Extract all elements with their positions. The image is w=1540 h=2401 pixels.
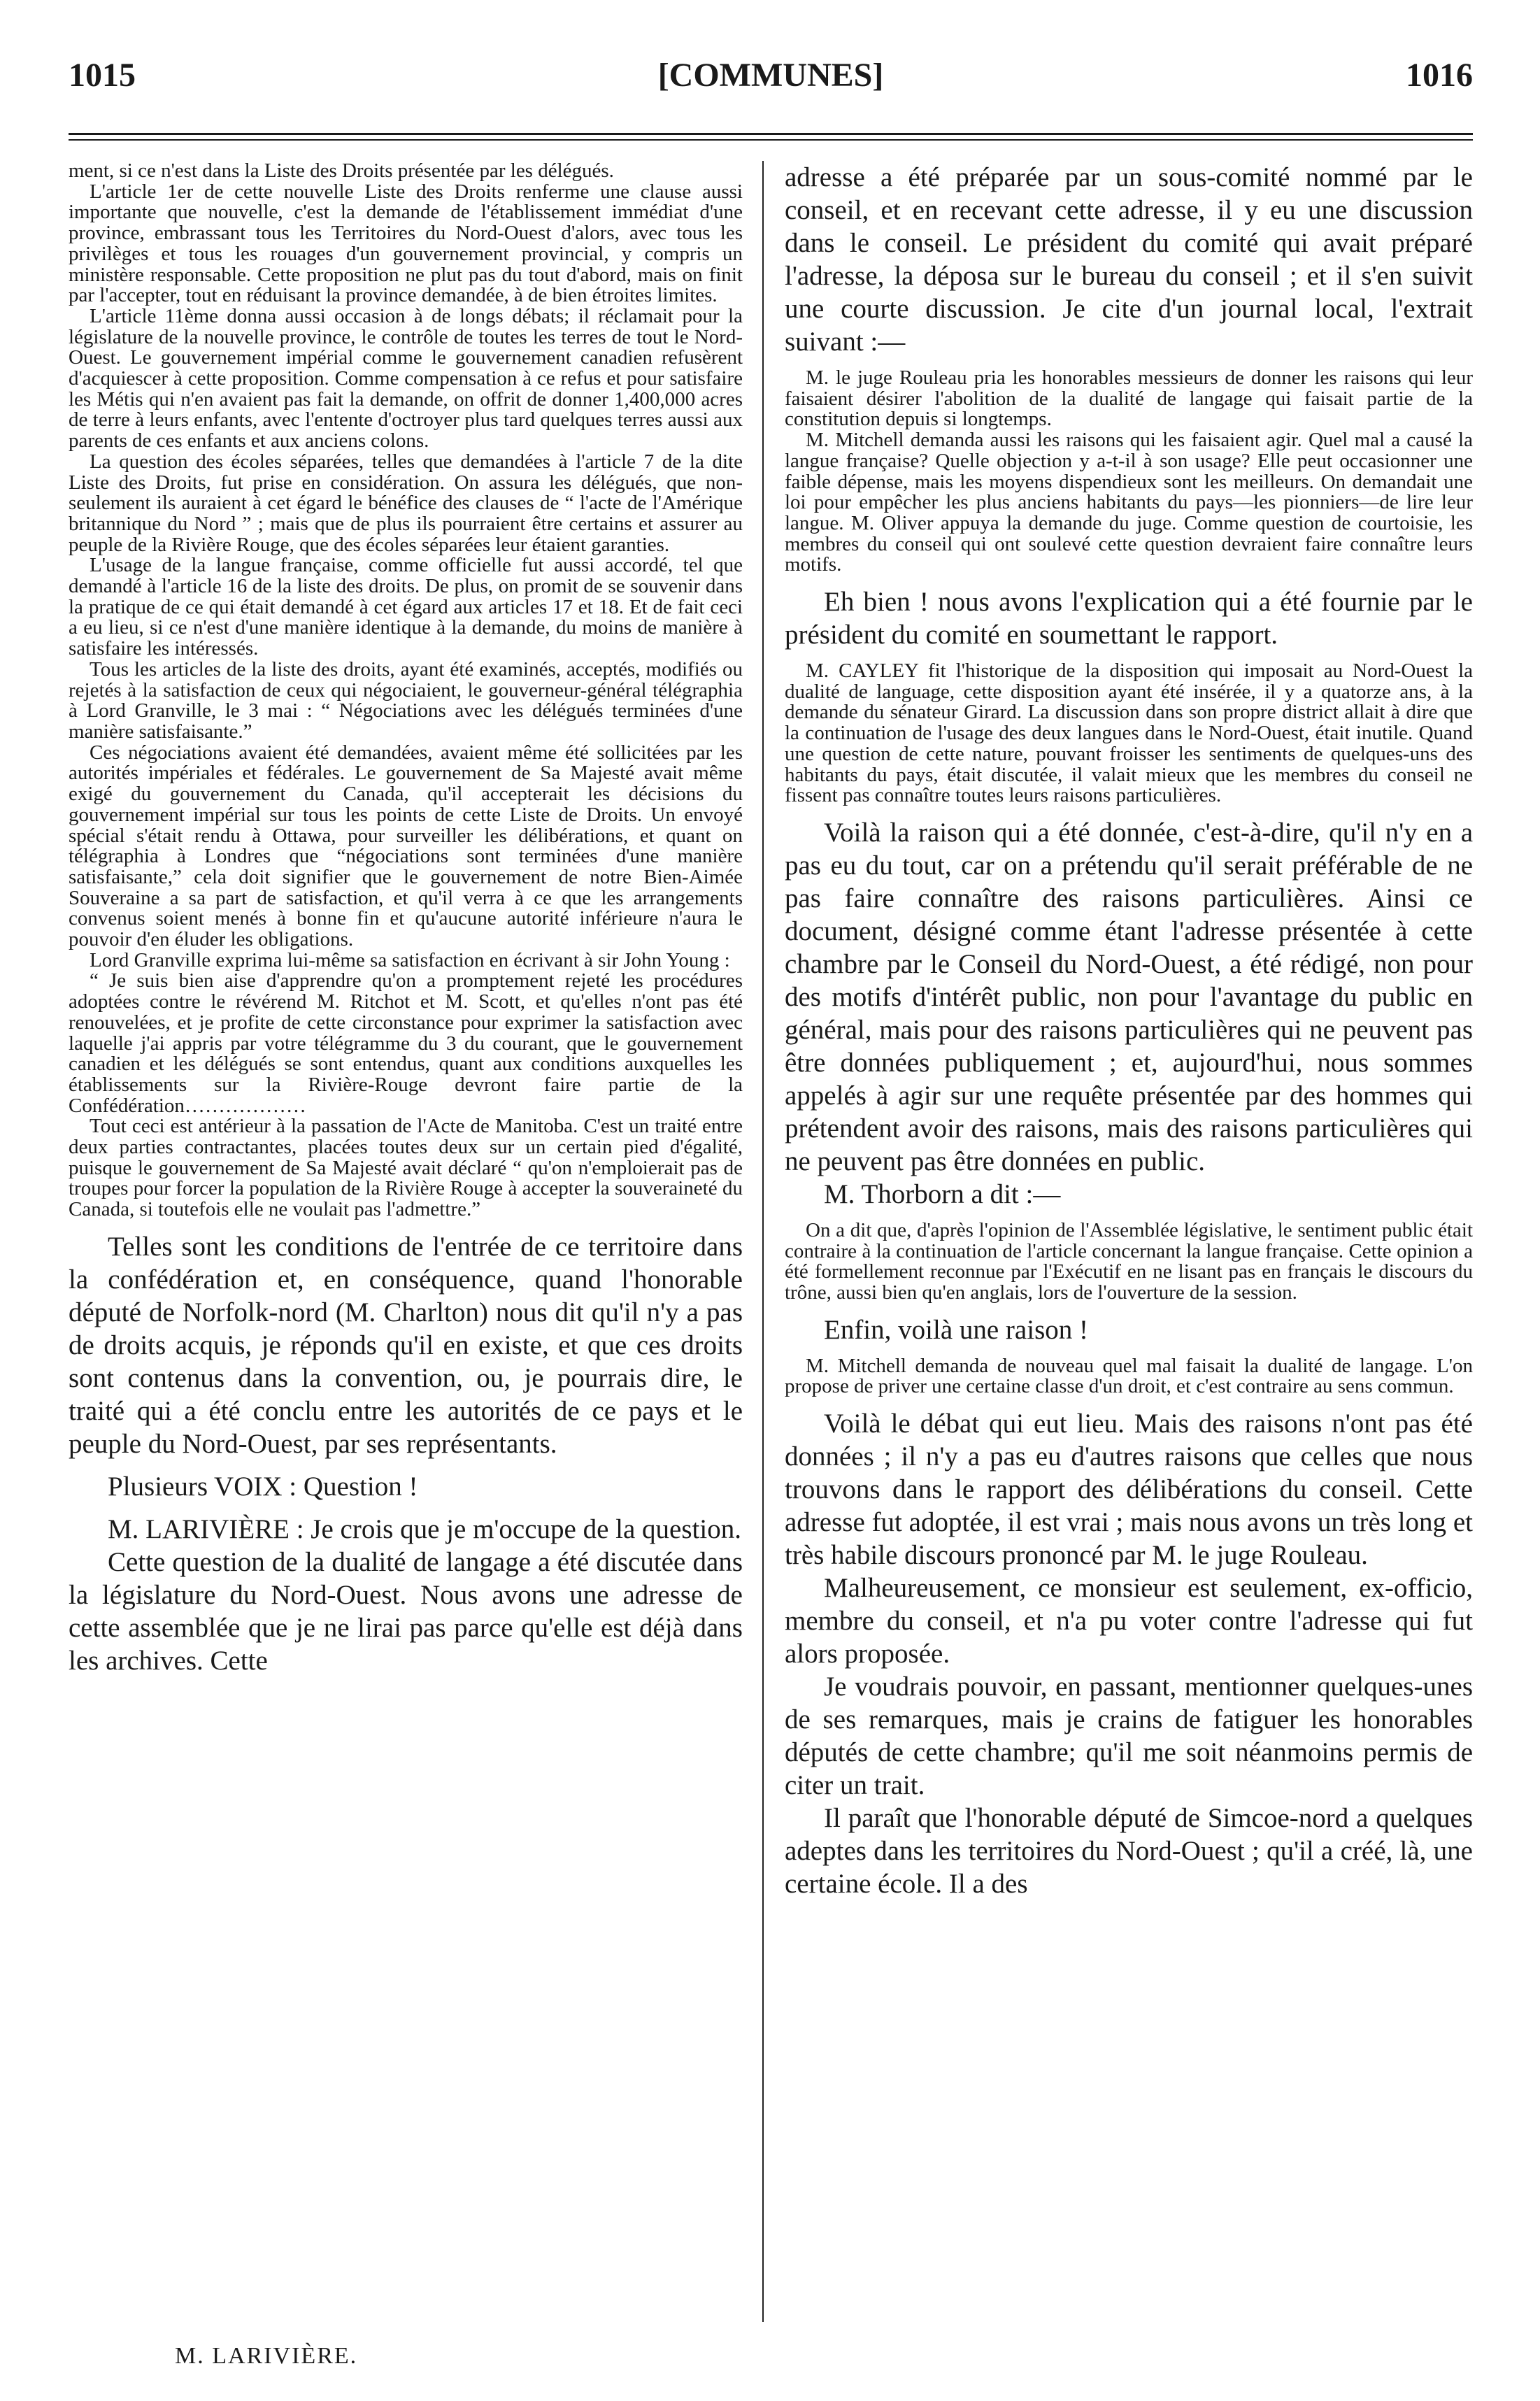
quotation: M. Mitchell demanda de nouveau quel mal faisait la dualité de langage. L'on propose de priver une certaine classe d'un droit, et c'est contraire au sens commun. [785,1354,1473,1398]
quotation: On a dit que, d'après l'opinion de l'Assemblée législative, le sentiment public était contraire à la continuation de l'article concernant la langue française. Cette opinion a été formellement reconnue par l'Exécutif en ne lisant pas en français le discours du trône, aussi bien qu'en anglais, lors de l'ouverture de la session. [785,1218,1473,1304]
paragraph: Eh bien ! nous avons l'explication qui a été fournie par le président du comité en soumettant le rapport. [785,587,1473,650]
paragraph: Telles sont les conditions de l'entrée de ce territoire dans la confédération et, en conséquence, quand l'honorable député de Norfolk-nord (M. Charlton) nous dit qu'il n'y a pas de droits acquis, je réponds qu'il en existe, et que ces droits sont contenus dans la convention, ou, je pourrais dire, le traité qui a été conclu entre les autorités de ce pays et le peuple du Nord-Ouest, par ses représentants. [69,1231,743,1459]
left-column [69,161,743,2381]
paragraph: La question des écoles séparées, telles que demandées à l'article 7 de la dite Liste des Droits, fut prise en considération. On assura les délégués, que non-seulement ils auraient à cet égard le bénéfice des clauses de “ l'acte de l'Amérique britannique du Nord ” ; mais que de plus ils pourraient être certains et assurer au peuple de la Rivière Rouge, que des écoles séparées leur étaient garanties. [69,450,743,556]
quotation: M. Mitchell demanda aussi les raisons qui les faisaient agir. Quel mal a causé la langue française? Quelle objection y a-t-il à son usage? Elle peut occasionner une faible dépense, mais les moyens dispendieux sont les meilleurs. On demandait une loi pour empêcher les plus anciens habitants du pays—les pionniers—de lire leur langue. M. Oliver appuya la demande du juge. Comme question de courtoisie, les membres du conseil qui ont soulevé cette question devraient faire connaître leurs motifs. [785,429,1473,576]
speaker-footer: M. LARIVIÈRE. [175,2343,358,2369]
paragraph: Je voudrais pouvoir, en passant, mentionner quelques-unes de ses remarques, mais je crains de fatiguer les honorables députés de cette chambre; qu'il me soit néanmoins permis de citer un trait. [785,1672,1473,1801]
paragraph: Enfin, voilà une raison ! [824,1314,1088,1345]
paragraph: Voilà le débat qui eut lieu. Mais des raisons n'ont pas été données ; il n'y a pas eu d'autres raisons que celles que nous trouvons dans le rapport des délibérations du conseil. Cette adresse fut adoptée, il est vrai ; mais nous avons un très long et très habile discours prononcé par M. le juge Rouleau. [785,1409,1473,1571]
paragraph: Ces négociations avaient été demandées, avaient même été sollicitées par les autorités impériales et fédérales. Le gouvernement de Sa Majesté avait même exigé du gouvernement du Canada, qu'il accepterait les décisions du gouvernement impérial sur tous les points de cette Liste de Droits. Un envoyé spécial s'était rendu à Ottawa, pour surveiller les délibérations, et quant on télégraphia à Londres que “négociations sont terminées d'une manière satisfaisante,” cela doit signifier que le gouvernement de notre Bien-Aimée Souveraine a sa part de satisfaction, et qu'il verra à ce que les arrangements convenus soient menés à bonne fin et qu'aucune autorité inférieure n'aura le pouvoir d'en éluder les obligations. [69,741,743,951]
quotation: M. CAYLEY fit l'historique de la disposition qui imposait au Nord-Ouest la dualité de language, cette disposition ayant été insérée, il y a quatorze ans, à la demande du sénateur Girard. La discussion dans son propre district allait à dire que la continuation de l'usage des deux langues dans le Nord-Ouest, était inutile. Quand une question de cette nature, pouvant froisser les sentiments de quelques-uns des habitants du pays, était discutée, il valait mieux que les membres du conseil ne fissent pas connaître toutes leurs raisons particulières. [785,660,1473,807]
paragraph: Tous les articles de la liste des droits, ayant été examinés, acceptés, modifiés ou rejetés à la satisfaction de ceux qui négociaient, le gouverneur-général télégraphia à Lord Granville, le 3 mai : “ Négociations avec les délégués terminées d'une manière satisfaisante.” [69,657,743,743]
paragraph: M. Thorborn a dit :— [824,1178,1061,1209]
paragraph: ment, si ce n'est dans la Liste des Droits présentée par les délégués. [69,161,614,182]
page-number-left: 1015 [69,57,136,94]
interjection: Plusieurs VOIX : Question ! [108,1471,418,1502]
paragraph: Lord Granville exprima lui-même sa satisfaction en écrivant à sir John Young : [90,948,730,971]
paragraph: L'usage de la langue française, comme officielle fut aussi accordé, tel que demandé à l'article 16 de la liste des droits. De plus, on promit de se souvenir dans la pratique de ce qui était demandé à cet égard aux articles 17 et 18. Et de fait ceci a eu lieu, si ce n'est d'une manière identique à la demande, du moins de manière à satisfaire les intéressés. [69,554,743,660]
quotation: “ Je suis bien aise d'apprendre qu'on a promptement rejeté les procédures adoptées contre le révérend M. Ritchot et M. Scott, et qu'elles n'ont pas été renouvelées, et je profite de cette circonstance pour exprimer la satisfaction avec laquelle j'ai appris par votre télégramme du 3 du courant, que le gouvernement canadien et les délégués se sont entendus, quant aux conditions auxquelles les établissements sur la Rivière-Rouge devront faire partie de la Confédération……………… [69,969,743,1117]
paragraph: L'article 11ème donna aussi occasion à de longs débats; il réclamait pour la législature de la nouvelle province, le contrôle de toutes les terres de tout le Nord-Ouest. Le gouvernement impérial comme le gouvernement canadien refusèrent d'acquiescer à cette proposition. Comme compensation à ce refus et pour satisfaire les Métis qui n'en avaient pas fait la demande, on offrit de donner 1,400,000 acres de terre à leurs enfants, avec l'entente d'octroyer plus tard quelques terres aussi aux parents de ces enfants et aux anciens colons. [69,304,743,453]
quotation: M. le juge Rouleau pria les honorables messieurs de donner les raisons qui leur faisaient désirer l'abolition de la dualité de langage qui faisait partie de la constitution depuis si longtemps. [785,366,1473,431]
header-rule-top [69,133,1473,135]
paragraph: Voilà la raison qui a été donnée, c'est-à-dire, qu'il n'y en a pas eu du tout, car on a prétendu qu'il serait préférable de ne pas faire connaître des raisons particulières. Ainsi ce document, désigné comme étant l'adresse présentée à cette chambre par le Conseil du Nord-Ouest, a été rédigé, non pour des motifs d'intérêt public, non pour l'avantage du public en général, mais pour des raisons particulières qui ne peuvent pas être données publiquement ; et, aujourd'hui, nous sommes appelés à agir sur une requête présentée par des hommes qui prétendent avoir des raisons, mais des raisons particulières qui ne peuvent pas être données en public. [785,817,1473,1176]
paragraph: L'article 1er de cette nouvelle Liste des Droits renferme une clause aussi importante que nouvelle, c'est la demande de l'établissement immédiat d'une province, embrassant tous les Territoires du Nord-Ouest d'alors, avec tous les privilèges et tous les rouages d'un gouvernement provincial, y compris un ministère responsable. Cette proposition ne plut pas du tout d'abord, mais on finit par l'accepter, tout en réduisant la province demandée, à de bien étroites limites. [69,180,743,307]
paragraph: Malheureusement, ce monsieur est seulement, ex-officio, membre du conseil, et n'a pu voter contre l'adresse qui fut alors proposée. [785,1573,1473,1669]
running-title: [COMMUNES] [657,57,884,94]
page-header [69,56,1473,112]
paragraph: adresse a été préparée par un sous-comité nommé par le conseil, et en recevant cette adresse, il y eu une discussion dans le conseil. Le président du comité qui avait préparé l'adresse, la déposa sur le bureau du conseil ; et il s'en suivit une courte discussion. Je cite d'un journal local, l'extrait suivant :— [785,162,1473,357]
right-column [785,161,1473,2371]
paragraph: Tout ceci est antérieur à la passation de l'Acte de Manitoba. C'est un traité entre deux parties contractantes, placées toutes deux sur un certain pied d'égalité, puisque le gouvernement de Sa Majesté avait déclaré “ qu'on n'emploierait pas de troupes pour forcer la population de la Rivière Rouge à accepter la souveraineté du Canada, si toutefois elle ne voulait pas l'admettre.” [69,1115,743,1221]
column-divider [762,161,764,2322]
speaker-paragraph: M. LARIVIÈRE : Je crois que je m'occupe de la question. [108,1513,741,1544]
page-number-right: 1016 [1406,57,1473,94]
header-rule-bottom [69,139,1473,141]
paragraph: Il paraît que l'honorable député de Simcoe-nord a quelques adeptes dans les territoires du Nord-Ouest ; qu'il a créé, là, une certaine école. Il a des [785,1803,1473,1900]
paragraph: Cette question de la dualité de langage a été discutée dans la législature du Nord-Ouest. Nous avons une adresse de cette assemblée que je ne lirai pas parce qu'elle est déjà dans les archives. Cette [69,1546,743,1676]
